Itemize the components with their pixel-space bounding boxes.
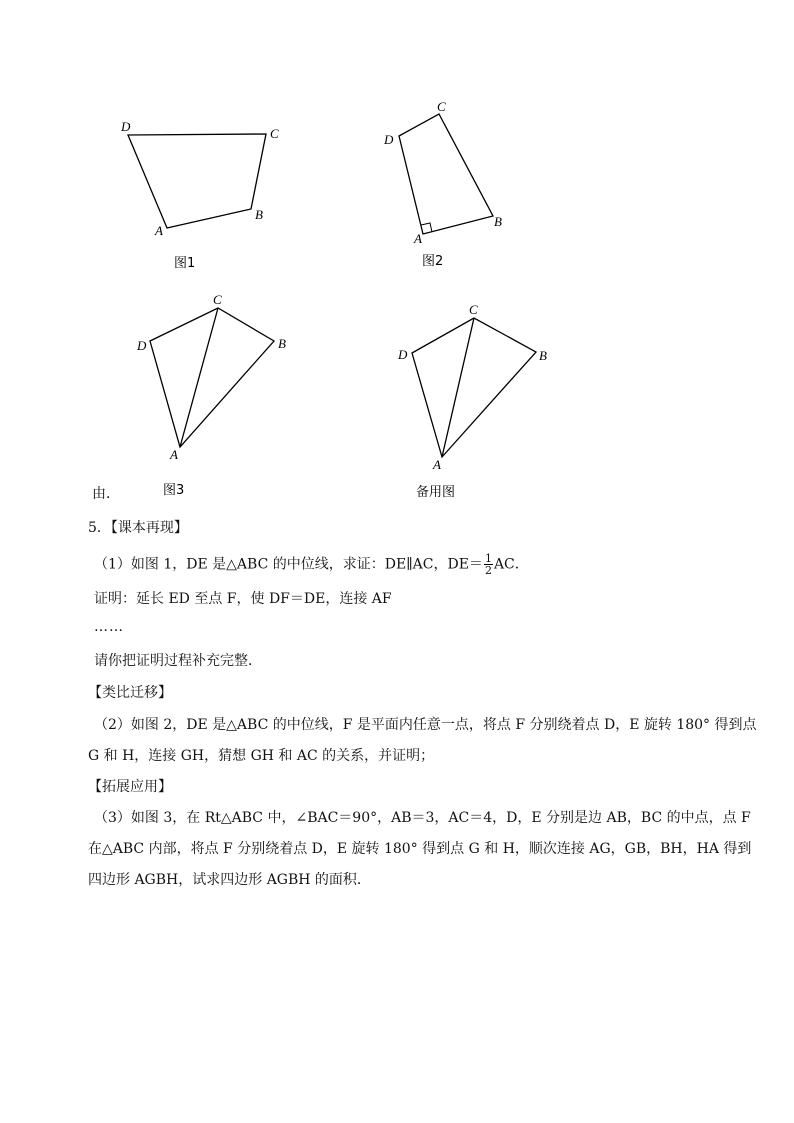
fig3-label-B: B	[278, 336, 286, 351]
previous-problem-ending: 由．	[92, 486, 120, 502]
fig4-label-A: A	[433, 457, 441, 472]
fig2-label-B: B	[494, 214, 502, 229]
fig2-label-D: D	[384, 132, 394, 147]
section-heading-textbook: 【课本再现】	[110, 520, 188, 536]
question-1-text: （1）如图 1，DE 是△ABC 的中位线，求证：DE∥AC，DE＝	[94, 556, 483, 573]
fig4-quadrilateral	[412, 318, 536, 457]
question-2-line-2: G 和 H，连接 GH，猜想 GH 和 AC 的关系，并证明；	[88, 748, 435, 764]
fraction-numerator: 1	[484, 552, 492, 565]
fig3-label-C: C	[213, 292, 222, 307]
complete-instruction: 请你把证明过程补充完整．	[94, 653, 262, 669]
question-2-line-1: （2）如图 2，DE 是△ABC 的中位线，F 是平面内任意一点，将点 F 分别绕着点 D，E 旋转 180° 得到点	[94, 717, 757, 733]
fig4-label-D: D	[398, 347, 408, 362]
fig3-label-A: A	[170, 447, 178, 462]
fig1-label-A: A	[155, 223, 163, 238]
fig2-caption: 图2	[422, 254, 444, 269]
fig2-quadrilateral	[399, 114, 493, 234]
section-heading-analogy: 【类比迁移】	[88, 685, 172, 701]
fig1-label-B: B	[255, 207, 263, 222]
question-3-line-2: 在△ABC 内部，将点 F 分别绕着点 D，E 旋转 180° 得到点 G 和 H，顺次连接 AG，GB，BH，HA 得到	[88, 841, 752, 857]
question-3-line-3: 四边形 AGBH，试求四边形 AGBH 的面积．	[88, 872, 371, 888]
problem-number: 5．	[88, 520, 111, 536]
fraction-one-half	[484, 553, 493, 576]
figure-1	[120, 119, 279, 271]
fig4-label-C: C	[469, 302, 478, 317]
fig1-quadrilateral	[128, 134, 266, 228]
fig2-label-A: A	[414, 231, 422, 246]
section-heading-extension: 【拓展应用】	[88, 779, 172, 795]
question-1	[94, 553, 529, 576]
figure-2	[383, 99, 502, 269]
fig4-caption: 备用图	[416, 485, 456, 500]
fraction-denominator: 2	[484, 564, 492, 577]
proof-ellipsis: ……	[94, 619, 124, 635]
fig4-diagonal-AC	[442, 318, 474, 457]
figure-4	[397, 302, 547, 500]
fig1-label-C: C	[270, 126, 279, 141]
fig3-label-D: D	[137, 338, 147, 353]
question-3-line-1: （3）如图 3，在 Rt△ABC 中，∠BAC＝90°，AB＝3，AC＝4，D，E 分别是边 AB，BC 的中点，点 F	[94, 810, 751, 826]
question-1-tail: AC．	[493, 556, 529, 573]
proof-start: 证明：延长 ED 至点 F，使 DF＝DE，连接 AF	[94, 591, 392, 607]
fig2-label-C: C	[437, 99, 446, 114]
figures-area	[0, 0, 794, 520]
fig3-caption: 图3	[163, 483, 185, 498]
fig1-caption: 图1	[174, 256, 196, 271]
fig4-label-B: B	[539, 348, 547, 363]
fig1-label-D: D	[121, 119, 131, 134]
figure-3	[136, 292, 286, 498]
problem-header	[88, 518, 188, 538]
